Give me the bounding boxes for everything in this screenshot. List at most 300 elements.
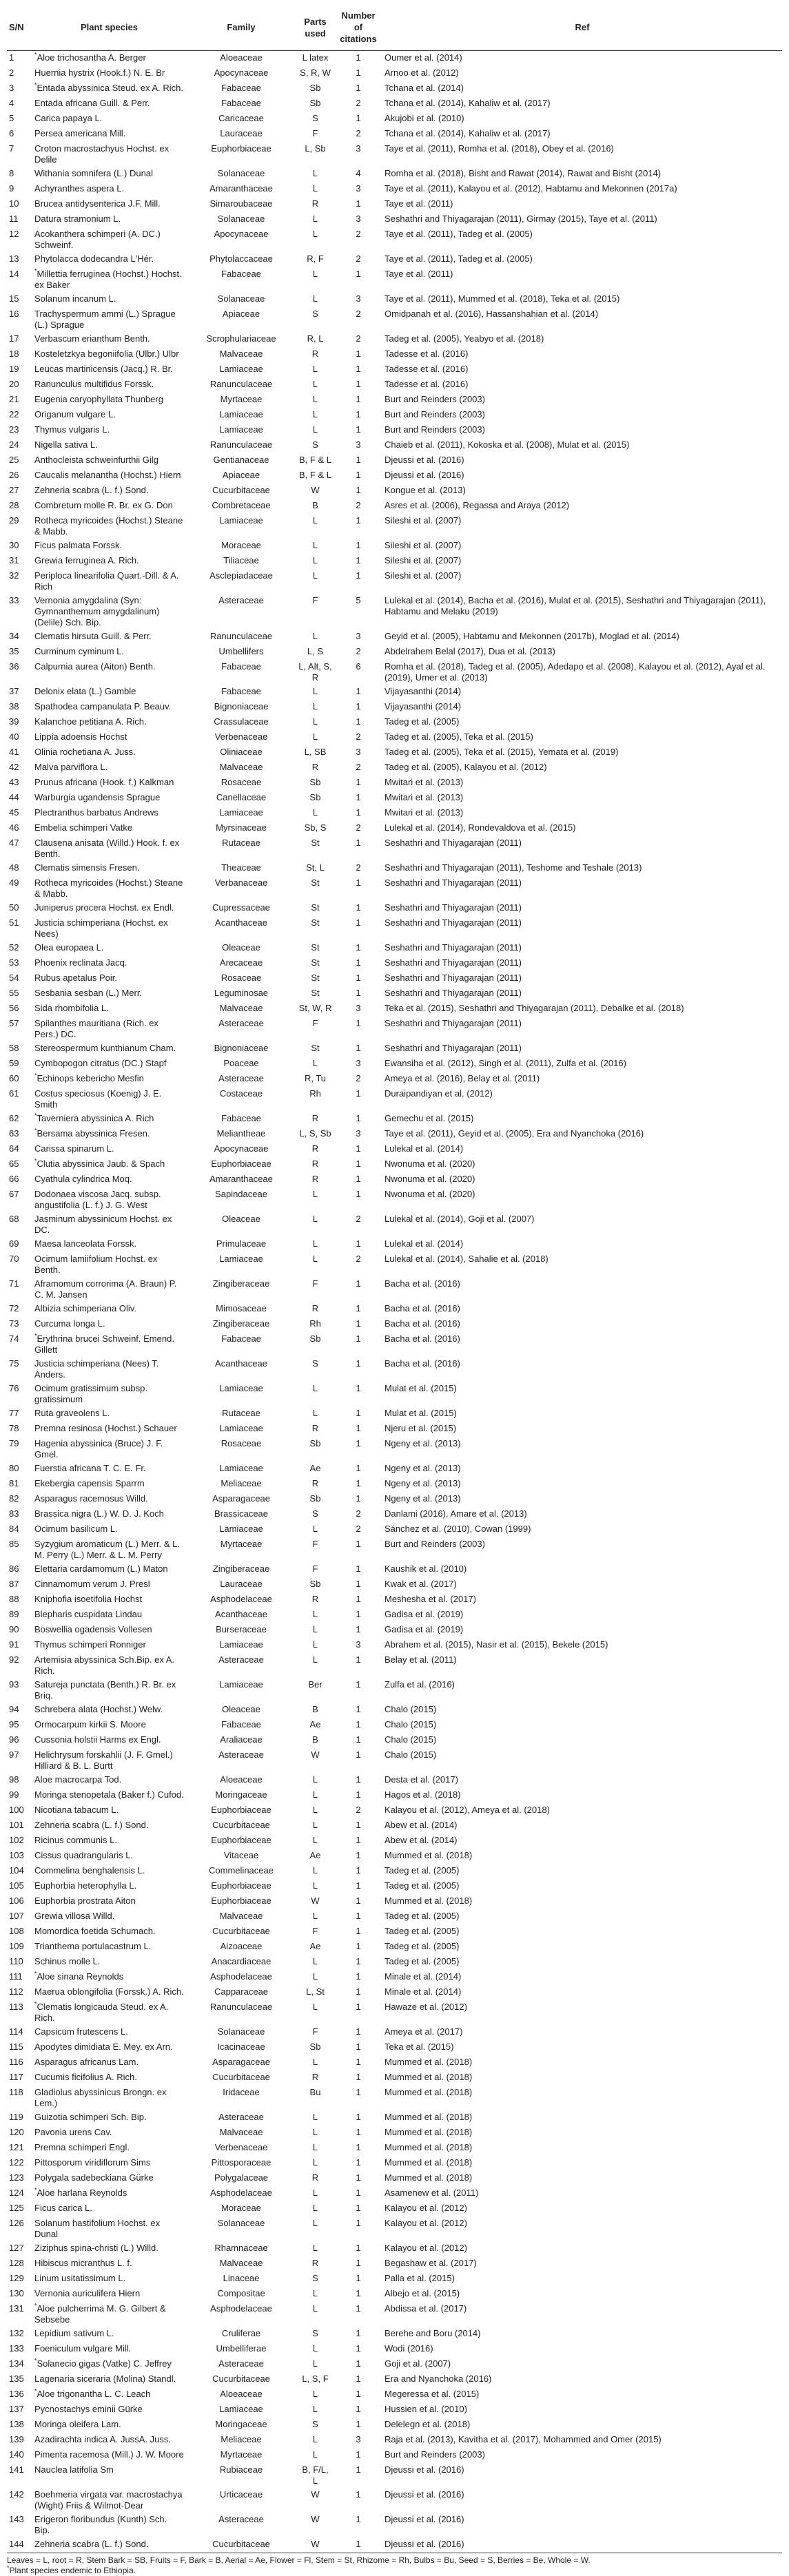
cell-parts: L xyxy=(312,1382,318,1393)
cell-parts: R xyxy=(311,761,319,772)
cell-sn: 95 xyxy=(9,1718,19,1730)
endemic-marker: * xyxy=(34,1157,37,1165)
cell-species: Cissus quadrangularis L. xyxy=(34,1849,134,1860)
cell-citations: 1 xyxy=(356,2026,361,2037)
cell-species: Phoenix reclinata Jacq. xyxy=(34,957,127,968)
cell-parts: L xyxy=(312,424,318,435)
cell-family: Acanthaceae xyxy=(215,1608,267,1619)
cell-species: Datura stramonium L. xyxy=(34,213,121,224)
cell-ref: Djeussi et al. (2016) xyxy=(385,2513,464,2524)
cell-citations: 1 xyxy=(356,2343,361,2354)
cell-species: Ranunculus multifidus Forssk. xyxy=(34,378,154,389)
species-name: Bersama abyssinica Fresen. xyxy=(37,1128,150,1139)
cell-sn: 103 xyxy=(9,1849,24,1860)
cell-species: Guizotia schimperi Sch. Bip. xyxy=(34,2111,147,2122)
cell-ref: Sánchez et al. (2010), Cowan (1999) xyxy=(385,1523,531,1534)
cell-ref: Nwonuma et al. (2020) xyxy=(385,1158,475,1169)
cell-citations: 1 xyxy=(356,348,361,359)
cell-citations: 1 xyxy=(356,112,361,123)
cell-parts: B, F/L, L xyxy=(302,2464,329,2486)
cell-family: Lamiaceae xyxy=(219,1382,263,1393)
cell-ref: Seshathri and Thiyagarajan (2011) xyxy=(385,1042,522,1053)
cell-citations: 1 xyxy=(356,393,361,404)
cell-family: Euphorbiaceae xyxy=(211,1804,271,1815)
cell-species: Apodytes dimidiata E. Mey. ex Arn. xyxy=(34,2041,173,2052)
cell-parts: L xyxy=(312,2157,318,2168)
cell-parts: R xyxy=(311,2172,319,2183)
cell-ref: Duraipandiyan et al. (2012) xyxy=(385,1088,493,1099)
table-row xyxy=(7,836,782,861)
cell-ref: Abew et al. (2014) xyxy=(385,1819,458,1830)
endemic-marker: * xyxy=(34,2357,37,2365)
cell-family: Malvaceae xyxy=(219,2126,263,2137)
cell-citations: 1 xyxy=(356,942,361,953)
cell-sn: 115 xyxy=(9,2041,23,2052)
cell-sn: 114 xyxy=(9,2026,23,2037)
cell-citations: 3 xyxy=(356,630,361,641)
cell-ref: Taye et al. (2011) xyxy=(385,198,453,209)
endemic-marker: * xyxy=(34,81,37,89)
cell-species: Trachyspermum ammi (L.) Sprague (L.) Sprague xyxy=(34,308,176,330)
table-row xyxy=(7,267,782,292)
cell-citations: 2 xyxy=(356,1253,361,1264)
cell-ref: Mummed et al. (2018) xyxy=(385,1895,473,1906)
cell-ref: Bacha et al. (2016) xyxy=(385,1358,460,1369)
cell-parts: Bu xyxy=(309,2086,321,2097)
cell-species: Thymus vulgaris L. xyxy=(34,424,110,435)
cell-ref: Seshathri and Thiyagarajan (2011) xyxy=(385,837,522,848)
cell-ref: Asres et al. (2006), Regassa and Araya (2012) xyxy=(385,499,570,510)
cell-sn: 14 xyxy=(9,268,19,279)
cell-sn: 36 xyxy=(9,661,19,672)
table-row xyxy=(7,423,782,438)
table-row xyxy=(7,1818,782,1834)
cell-family: Canellaceae xyxy=(216,791,267,802)
cell-family: Bignoniaceae xyxy=(214,700,269,711)
cell-ref: Minale et al. (2014) xyxy=(385,1986,462,1997)
cell-sn: 98 xyxy=(9,1774,19,1785)
cell-ref: Begashaw et al. (2017) xyxy=(385,2257,477,2268)
cell-sn: 125 xyxy=(9,2202,24,2213)
cell-citations: 1 xyxy=(356,1718,361,1730)
cell-ref: Sileshi et al. (2007) xyxy=(385,515,462,526)
cell-sn: 64 xyxy=(9,1143,19,1154)
cell-citations: 1 xyxy=(356,2187,361,2198)
cell-sn: 97 xyxy=(9,1749,19,1760)
header-species: Plant species xyxy=(32,8,186,51)
cell-parts: L xyxy=(312,2433,318,2444)
cell-family: Cucurbitaceae xyxy=(212,1925,270,1936)
cell-family: Apocynaceae xyxy=(214,67,269,78)
cell-parts: St xyxy=(311,957,320,968)
cell-species: Albizia schimperiana Oliv. xyxy=(34,1302,136,1313)
cell-parts: R xyxy=(311,2257,319,2268)
cell-ref: Geyid et al. (2005), Habtamu and Mekonnen (2017b), Moglad et al. (2014) xyxy=(385,630,679,641)
cell-ref: Ngeny et al. (2013) xyxy=(385,1462,461,1473)
cell-citations: 1 xyxy=(334,2537,382,2553)
cell-family: Myrtaceae xyxy=(220,2449,263,2460)
cell-species: Kalanchoe petitiana A. Rich. xyxy=(34,716,147,727)
cell-sn: 15 xyxy=(9,293,19,304)
cell-species: Commelina benghalensis L. xyxy=(34,1865,145,1876)
cell-sn: 91 xyxy=(9,1639,19,1650)
cell-citations: 1 xyxy=(356,2041,361,2052)
cell-parts: L xyxy=(312,213,318,224)
cell-species: Origanum vulgare L. xyxy=(34,408,116,419)
cell-citations: 1 xyxy=(356,2242,361,2253)
cell-ref: Tadeg et al. (2005) xyxy=(385,1940,460,1951)
cell-ref: Njeru et al. (2015) xyxy=(385,1422,457,1433)
cell-parts: L xyxy=(312,539,318,550)
cell-citations: 1 xyxy=(356,1749,361,1760)
cell-citations: 1 xyxy=(356,515,361,526)
cell-parts: F xyxy=(312,594,318,605)
cell-family: Iridaceae xyxy=(223,2086,260,2097)
cell-ref: Tadesse et al. (2016) xyxy=(385,363,469,374)
cell-ref: Tadeg et al. (2005), Teka et al. (2015) xyxy=(385,731,533,742)
cell-parts: W xyxy=(311,484,320,495)
cell-sn: 107 xyxy=(9,1910,24,1921)
table-row xyxy=(7,1317,782,1332)
cell-parts: L xyxy=(312,1188,318,1199)
cell-species: Dodonaea viscosa Jacq. subsp. angustifolia (L. f.) J. G. West xyxy=(34,1188,161,1210)
cell-sn: 99 xyxy=(9,1789,19,1800)
cell-citations: 1 xyxy=(356,570,361,581)
cell-sn: 52 xyxy=(9,942,19,953)
cell-sn: 53 xyxy=(9,957,19,968)
cell-sn: 39 xyxy=(9,716,19,727)
cell-parts: R xyxy=(311,1143,319,1154)
cell-parts: L xyxy=(312,1834,318,1845)
cell-family: Euphorbiaceae xyxy=(211,1158,271,1169)
table-row xyxy=(7,685,782,700)
cell-citations: 1 xyxy=(356,1593,361,1604)
cell-sn: 24 xyxy=(9,439,19,450)
cell-species: Maesa lanceolata Forssk. xyxy=(34,1238,137,1249)
cell-parts: Sb xyxy=(309,1333,321,1344)
cell-sn: 102 xyxy=(9,1834,24,1845)
cell-sn: 121 xyxy=(9,2141,24,2152)
cell-family: Ranunculaceae xyxy=(209,439,273,450)
table-footnote xyxy=(7,2555,782,2576)
cell-citations: 2 xyxy=(356,1072,361,1083)
cell-family: Lamiaceae xyxy=(219,408,263,419)
table-row xyxy=(7,2201,782,2216)
cell-citations: 2 xyxy=(356,731,361,742)
cell-species: Acokanthera schimperi (A. DC.) Schweinf. xyxy=(34,228,161,250)
cell-ref: Kalayou et al. (2012), Ameya et al. (2018) xyxy=(385,1804,550,1815)
cell-ref: Tadeg et al. (2005) xyxy=(385,1910,460,1921)
cell-parts: L xyxy=(312,293,318,304)
cell-parts: F xyxy=(312,1538,318,1549)
table-row xyxy=(7,1834,782,1849)
cell-citations: 1 xyxy=(356,2513,361,2524)
cell-parts: Sb xyxy=(309,791,321,802)
cell-citations: 2 xyxy=(356,1213,361,1224)
cell-parts: L xyxy=(312,1910,318,1921)
cell-citations: 1 xyxy=(356,1819,361,1830)
cell-citations: 1 xyxy=(356,2358,361,2369)
cell-family: Theaceae xyxy=(221,862,261,873)
cell-species xyxy=(32,2000,186,2025)
cell-sn: 139 xyxy=(9,2433,24,2444)
table-row xyxy=(7,1422,782,1437)
cell-sn: 77 xyxy=(9,1407,19,1418)
cell-species: Rotheca myricoides (Hochst.) Steane & Mabb. xyxy=(34,877,183,899)
cell-parts: S xyxy=(312,2327,318,2338)
cell-sn: 101 xyxy=(9,1819,24,1830)
table-row xyxy=(7,1864,782,1879)
cell-species: Zehneria scabra (L. f.) Sond. xyxy=(34,1819,149,1830)
cell-species: Foeniculum vulgare Mill. xyxy=(34,2343,132,2354)
cell-ref: Ngeny et al. (2013) xyxy=(385,1493,461,1504)
endemic-marker: * xyxy=(34,1970,37,1977)
cell-citations: 1 xyxy=(356,2202,361,2213)
cell-parts: L xyxy=(312,716,318,727)
cell-sn: 127 xyxy=(9,2242,24,2253)
cell-citations: 1 xyxy=(356,2287,361,2298)
cell-family: Asphodelaceae xyxy=(210,2303,272,2314)
cell-citations: 1 xyxy=(356,1578,361,1589)
cell-species: Maerua oblongifolia (Forssk.) A. Rich. xyxy=(34,1986,184,1997)
cell-ref: Era and Nyanchoka (2016) xyxy=(385,2373,492,2384)
cell-parts: L xyxy=(312,2449,318,2460)
species-name: Clutia abyssinica Jaub. & Spach xyxy=(37,1158,165,1169)
table-row xyxy=(7,1562,782,1577)
cell-ref: Tchana et al. (2014), Kahaliw et al. (2017) xyxy=(385,127,551,138)
cell-ref: Mummed et al. (2018) xyxy=(385,2111,473,2122)
table-row xyxy=(7,1492,782,1507)
cell-species: Cyathula cylindrica Moq. xyxy=(34,1173,132,1184)
cell-ref: Tadeg et al. (2005) xyxy=(385,1880,460,1891)
cell-species xyxy=(32,2302,186,2327)
cell-ref: Sileshi et al. (2007) xyxy=(385,539,462,550)
table-row xyxy=(7,1212,782,1237)
cell-sn: 5 xyxy=(9,112,14,123)
table-row xyxy=(7,1733,782,1748)
cell-sn: 117 xyxy=(9,2071,23,2082)
table-row xyxy=(7,167,782,182)
cell-ref: Omidpanah et al. (2016), Hassanshahian et al. (2014) xyxy=(385,308,599,319)
cell-ref: Lulekal et al. (2014) xyxy=(385,1143,464,1154)
endemic-marker: * xyxy=(34,1127,37,1134)
cell-sn: 104 xyxy=(9,1865,24,1876)
cell-sn: 43 xyxy=(9,776,19,787)
cell-species xyxy=(32,1072,186,1087)
cell-parts: S xyxy=(312,439,318,450)
cell-species: Boehmeria virgata var. macrostachya (Wight) Friis & Wilmot-Dear xyxy=(34,2489,183,2511)
table-row xyxy=(7,554,782,569)
cell-family: Fabaceae xyxy=(221,1718,261,1730)
cell-ref: Chalo (2015) xyxy=(385,1718,437,1730)
cell-family: Caricaceae xyxy=(218,112,264,123)
table-row xyxy=(7,1849,782,1864)
cell-sn: 74 xyxy=(9,1333,19,1344)
table-row xyxy=(7,1277,782,1302)
table-row xyxy=(7,96,782,112)
table-row xyxy=(7,861,782,876)
cell-family: Solanaceae xyxy=(217,167,265,178)
cell-species: Curcuma longa L. xyxy=(34,1318,105,1329)
cell-family: Brassicaceae xyxy=(214,1508,269,1519)
cell-citations: 3 xyxy=(356,1057,361,1068)
table-row xyxy=(7,1608,782,1623)
cell-species: Cucumis ficifolius A. Rich. xyxy=(34,2071,137,2082)
cell-ref: Sileshi et al. (2007) xyxy=(385,570,462,581)
cell-sn: 4 xyxy=(9,97,14,108)
endemic-marker: * xyxy=(34,51,37,59)
table-row xyxy=(7,1477,782,1492)
cell-parts: R xyxy=(311,1112,319,1123)
table-row xyxy=(7,1087,782,1112)
table-row xyxy=(7,514,782,539)
cell-citations: 1 xyxy=(356,539,361,550)
cell-citations: 1 xyxy=(356,1895,361,1906)
species-name: Entada abyssinica Steud. ex A. Rich. xyxy=(37,82,183,93)
cell-citations: 1 xyxy=(356,2489,361,2500)
cell-parts: W xyxy=(311,2489,320,2500)
table-row xyxy=(7,1940,782,1955)
cell-family: Acanthaceae xyxy=(215,1358,267,1369)
cell-sn: 48 xyxy=(9,862,19,873)
cell-family: Icacinaceae xyxy=(217,2041,265,2052)
table-row xyxy=(7,1703,782,1718)
table-row xyxy=(7,2402,782,2418)
table-row xyxy=(7,1537,782,1562)
cell-citations: 1 xyxy=(356,1563,361,1574)
cell-sn: 30 xyxy=(9,539,19,550)
table-row xyxy=(7,901,782,916)
cell-citations: 1 xyxy=(356,2418,361,2429)
cell-family: Umbelliferae xyxy=(216,2343,267,2354)
cell-ref: Djeussi et al. (2016) xyxy=(382,2537,782,2553)
cell-parts: Sb xyxy=(309,97,321,108)
cell-family: Lauraceae xyxy=(220,1578,263,1589)
cell-sn: 132 xyxy=(9,2327,24,2338)
cell-citations: 2 xyxy=(356,1508,361,1519)
cell-parts: L xyxy=(312,1774,318,1785)
cell-species: Lagenaria siceraria (Molina) Standl. xyxy=(34,2373,176,2384)
cell-citations: 2 xyxy=(356,822,361,833)
cell-citations: 3 xyxy=(356,183,361,194)
table-row xyxy=(7,499,782,514)
cell-citations: 1 xyxy=(356,1955,361,1966)
cell-family: Aloeaceae xyxy=(220,1774,263,1785)
cell-family: Burseraceae xyxy=(216,1623,267,1634)
table-row xyxy=(7,362,782,377)
table-body xyxy=(7,51,782,2553)
cell-ref: Seshathri and Thiyagarajan (2011) xyxy=(385,957,522,968)
cell-ref: Tadeg et al. (2005), Yeabyo et al. (2018) xyxy=(385,333,544,344)
table-row xyxy=(7,484,782,499)
table-row xyxy=(7,1653,782,1678)
cell-ref: Taye et al. (2011) xyxy=(385,268,453,279)
cell-ref: Lulekal et al. (2014) xyxy=(385,1238,464,1249)
cell-parts: L xyxy=(312,268,318,279)
endemic-marker: * xyxy=(34,267,37,275)
cell-family: Moraceae xyxy=(221,539,261,550)
cell-citations: 1 xyxy=(356,2327,361,2338)
cell-sn: 140 xyxy=(9,2449,24,2460)
cell-parts: S xyxy=(312,308,318,319)
cell-parts: W xyxy=(296,2537,334,2553)
table-row xyxy=(7,2241,782,2256)
table-row xyxy=(7,1970,782,1985)
cell-species: Carissa spinarum L. xyxy=(34,1143,114,1154)
cell-family: Meliantheae xyxy=(216,1128,266,1139)
cell-species: Ocimum gratissimum subsp. gratissimum xyxy=(34,1382,147,1404)
cell-species xyxy=(32,51,186,66)
cell-family: Apiaceae xyxy=(222,308,260,319)
cell-citations: 1 xyxy=(356,957,361,968)
cell-species: Eugenia caryophyllata Thunberg xyxy=(34,393,163,404)
cell-ref: Mummed et al. (2018) xyxy=(385,2071,473,2082)
cell-species: Rotheca myricoides (Hochst.) Steane & Mabb. xyxy=(34,515,183,537)
cell-parts: R xyxy=(311,198,319,209)
cell-citations: 1 xyxy=(356,1382,361,1393)
cell-ref: Lulekal et al. (2014), Bacha et al. (2016), Mulat et al. (2015), Seshathri and Thiyagarajan (2011), Habtamu and Melaku (2019) xyxy=(385,594,766,616)
cell-parts: L latex xyxy=(302,52,329,63)
cell-parts: L, Alt, S, R xyxy=(298,661,332,683)
cell-citations: 1 xyxy=(356,1623,361,1634)
cell-ref: Djeussi et al. (2016) xyxy=(385,469,464,480)
cell-species: Caucalis melanantha (Hochst.) Hiern xyxy=(34,469,181,480)
table-row xyxy=(7,1623,782,1638)
cell-ref: Mummed et al. (2018) xyxy=(385,2126,473,2137)
cell-family: Acanthaceae xyxy=(215,917,267,928)
cell-family: Mimosaceae xyxy=(216,1302,267,1313)
cell-species: Warburgia ugandensis Sprague xyxy=(34,791,161,802)
header-sn: S/N xyxy=(7,8,32,51)
cell-ref: Wodi (2016) xyxy=(385,2343,433,2354)
table-row xyxy=(7,806,782,821)
cell-sn: 3 xyxy=(9,82,14,93)
cell-species xyxy=(32,81,186,96)
cell-species: Plectranthus barbatus Andrews xyxy=(34,807,158,818)
table-row xyxy=(7,1112,782,1127)
cell-citations: 2 xyxy=(356,1523,361,1534)
table-row xyxy=(7,876,782,901)
cell-ref: Burt and Reinders (2003) xyxy=(385,408,485,419)
table-row xyxy=(7,1803,782,1818)
cell-family: Asteraceae xyxy=(218,2358,264,2369)
cell-species: Premna schimperi Engl. xyxy=(34,2141,130,2152)
cell-parts: L xyxy=(312,2287,318,2298)
cell-ref: Asamenew et al. (2011) xyxy=(385,2187,479,2198)
table-row xyxy=(7,1894,782,1909)
cell-species: Sesbania sesban (L.) Merr. xyxy=(34,987,143,998)
cell-parts: B xyxy=(312,1703,318,1714)
cell-family: Lamiaceae xyxy=(219,1253,263,1264)
cell-parts: St xyxy=(311,1042,320,1053)
cell-species: Achyranthes aspera L. xyxy=(34,183,125,194)
cell-parts: R, F xyxy=(307,253,324,264)
cell-ref: Tadeg et al. (2005), Teka et al. (2015), Yemata et al. (2019) xyxy=(385,746,619,757)
cell-family: Cruliferae xyxy=(221,2327,261,2338)
cell-ref: Mwitari et al. (2013) xyxy=(385,807,464,818)
cell-sn: 136 xyxy=(9,2388,24,2399)
cell-citations: 1 xyxy=(356,1654,361,1665)
cell-citations: 1 xyxy=(356,408,361,419)
cell-citations: 1 xyxy=(356,52,361,63)
cell-family: Zingiberaceae xyxy=(212,1563,270,1574)
cell-citations: 1 xyxy=(356,837,361,848)
cell-species: Capsicum frutescens L. xyxy=(34,2026,128,2037)
cell-family: Fabaceae xyxy=(221,661,261,672)
cell-ref: Hagos et al. (2018) xyxy=(385,1789,461,1800)
cell-species: Clematis simensis Fresen. xyxy=(34,862,140,873)
cell-sn: 2 xyxy=(9,67,14,78)
